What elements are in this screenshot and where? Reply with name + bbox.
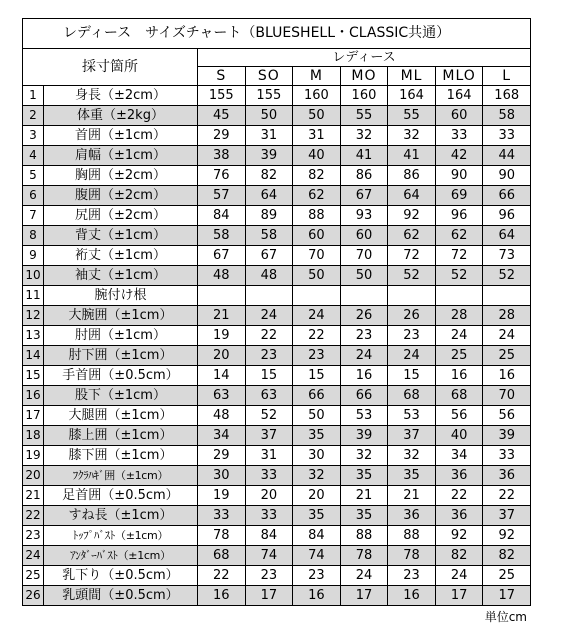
table-row: [23, 366, 531, 386]
measurement-label: 大腕囲（±1cm）: [44, 306, 198, 326]
size-value-cell: 82: [293, 166, 341, 186]
measurement-label: ｱﾝﾀﾞｰﾊﾞｽﾄ（±1cm）: [44, 546, 198, 566]
size-value-cell: 21: [198, 306, 246, 326]
size-value-cell: 21: [388, 486, 436, 506]
size-value-cell: 62: [293, 186, 341, 206]
row-number: 24: [23, 546, 44, 566]
measurement-label: 肩幅（±1cm）: [44, 146, 198, 166]
size-value-cell: 20: [293, 486, 341, 506]
measurement-label: 首囲（±1cm）: [44, 126, 198, 146]
size-value-cell: 23: [388, 326, 436, 346]
table-row: [23, 426, 531, 446]
row-number: 8: [23, 226, 44, 246]
size-value-cell: 23: [245, 566, 293, 586]
row-number: 1: [23, 86, 44, 106]
row-number: 17: [23, 406, 44, 426]
measurement-point-header: 採寸箇所: [23, 49, 198, 86]
table-row: [23, 226, 531, 246]
size-header-cell: ML: [388, 67, 436, 86]
size-value-cell: 35: [388, 466, 436, 486]
table-row: [23, 486, 531, 506]
size-value-cell: 32: [340, 446, 388, 466]
row-number: 7: [23, 206, 44, 226]
size-value-cell: 37: [388, 426, 436, 446]
size-value-cell: 68: [388, 386, 436, 406]
row-number: 11: [23, 286, 44, 306]
row-number: 16: [23, 386, 44, 406]
size-value-cell: 24: [293, 306, 341, 326]
size-value-cell: 20: [198, 346, 246, 366]
measurement-label: ﾄｯﾌﾟﾊﾞｽﾄ（±1cm）: [44, 526, 198, 546]
table-row: [23, 86, 531, 106]
size-value-cell: 52: [245, 406, 293, 426]
row-number: 3: [23, 126, 44, 146]
table-row: [23, 106, 531, 126]
size-value-cell: 67: [198, 246, 246, 266]
size-value-cell: 57: [198, 186, 246, 206]
size-value-cell: 84: [198, 206, 246, 226]
size-value-cell: 41: [388, 146, 436, 166]
size-header-cell: MLO: [435, 67, 483, 86]
size-value-cell: 29: [198, 126, 246, 146]
size-value-cell: 68: [198, 546, 246, 566]
size-value-cell: 23: [245, 346, 293, 366]
size-value-cell: 22: [483, 486, 531, 506]
table-row: [23, 286, 531, 306]
size-value-cell: 19: [198, 486, 246, 506]
table-row: [23, 266, 531, 286]
measurement-label: 肘下囲（±1cm）: [44, 346, 198, 366]
table-row: [23, 586, 531, 606]
table-row: [23, 386, 531, 406]
size-value-cell: 22: [293, 326, 341, 346]
size-value-cell: 78: [388, 546, 436, 566]
size-value-cell: 33: [245, 506, 293, 526]
size-value-cell: 15: [293, 366, 341, 386]
measurement-label: 大腿囲（±1cm）: [44, 406, 198, 426]
size-value-cell: 52: [483, 266, 531, 286]
size-value-cell: 66: [340, 386, 388, 406]
size-value-cell: 17: [245, 586, 293, 606]
size-table-body: [23, 86, 531, 606]
size-value-cell: 50: [293, 266, 341, 286]
table-row: [23, 546, 531, 566]
row-number: 18: [23, 426, 44, 446]
size-value-cell: 82: [435, 546, 483, 566]
measurement-label: 乳下り（±0.5cm）: [44, 566, 198, 586]
size-value-cell: 34: [435, 446, 483, 466]
size-value-cell: 67: [340, 186, 388, 206]
size-value-cell: 53: [340, 406, 388, 426]
size-value-cell: 164: [435, 86, 483, 106]
row-number: 4: [23, 146, 44, 166]
size-value-cell: 58: [483, 106, 531, 126]
size-value-cell: 16: [388, 586, 436, 606]
size-value-cell: 70: [483, 386, 531, 406]
size-value-cell: 56: [435, 406, 483, 426]
size-value-cell: 39: [340, 426, 388, 446]
size-value-cell: 17: [483, 586, 531, 606]
table-row: [23, 526, 531, 546]
measurement-label: 背丈（±1cm）: [44, 226, 198, 246]
measurement-label: 膝下囲（±1cm）: [44, 446, 198, 466]
size-header-cell: L: [483, 67, 531, 86]
size-value-cell: 35: [293, 426, 341, 446]
size-value-cell: 82: [245, 166, 293, 186]
size-value-cell: 88: [388, 526, 436, 546]
size-value-cell: 58: [198, 226, 246, 246]
size-value-cell: 93: [340, 206, 388, 226]
size-value-cell: 48: [198, 406, 246, 426]
size-value-cell: 78: [198, 526, 246, 546]
size-value-cell: 22: [198, 566, 246, 586]
row-number: 20: [23, 466, 44, 486]
size-value-cell: 48: [245, 266, 293, 286]
size-value-cell: 15: [388, 366, 436, 386]
size-value-cell: 32: [388, 446, 436, 466]
size-value-cell: 36: [435, 506, 483, 526]
size-value-cell: 36: [483, 466, 531, 486]
size-value-cell: [245, 286, 293, 306]
size-value-cell: 64: [245, 186, 293, 206]
size-value-cell: 16: [340, 366, 388, 386]
table-row: [23, 346, 531, 366]
size-header-cell: S: [198, 67, 246, 86]
size-value-cell: 160: [293, 86, 341, 106]
size-value-cell: 68: [435, 386, 483, 406]
table-row: [23, 146, 531, 166]
size-value-cell: 96: [435, 206, 483, 226]
size-value-cell: [388, 286, 436, 306]
size-value-cell: 36: [435, 466, 483, 486]
measurement-label: 腕付け根: [44, 286, 198, 306]
measurement-label: 膝上囲（±1cm）: [44, 426, 198, 446]
size-value-cell: 88: [340, 526, 388, 546]
size-value-cell: 92: [388, 206, 436, 226]
size-value-cell: 48: [198, 266, 246, 286]
measurement-label: 乳頭間（±0.5cm）: [44, 586, 198, 606]
size-value-cell: 74: [245, 546, 293, 566]
row-number: 22: [23, 506, 44, 526]
size-value-cell: 84: [293, 526, 341, 546]
size-value-cell: 50: [293, 406, 341, 426]
size-value-cell: 16: [435, 366, 483, 386]
size-value-cell: 53: [388, 406, 436, 426]
row-number: 21: [23, 486, 44, 506]
size-value-cell: 50: [293, 106, 341, 126]
size-value-cell: 15: [245, 366, 293, 386]
size-value-cell: 86: [388, 166, 436, 186]
size-value-cell: 70: [293, 246, 341, 266]
size-value-cell: 23: [388, 566, 436, 586]
size-value-cell: 90: [483, 166, 531, 186]
size-value-cell: 28: [435, 306, 483, 326]
size-header-cell: SO: [245, 67, 293, 86]
table-row: [23, 326, 531, 346]
size-value-cell: 66: [483, 186, 531, 206]
size-chart: [22, 18, 530, 606]
unit-label: 単位cm: [484, 610, 527, 624]
size-value-cell: 78: [340, 546, 388, 566]
size-value-cell: 60: [435, 106, 483, 126]
measurement-label: 腹囲（±2cm）: [44, 186, 198, 206]
size-value-cell: 22: [435, 486, 483, 506]
measurement-label: 裄丈（±1cm）: [44, 246, 198, 266]
size-value-cell: 62: [388, 226, 436, 246]
size-value-cell: 40: [293, 146, 341, 166]
table-row: [23, 566, 531, 586]
size-value-cell: 36: [388, 506, 436, 526]
size-value-cell: 155: [245, 86, 293, 106]
size-value-cell: 92: [483, 526, 531, 546]
size-value-cell: 24: [245, 306, 293, 326]
row-number: 5: [23, 166, 44, 186]
size-value-cell: 24: [340, 566, 388, 586]
size-value-cell: 76: [198, 166, 246, 186]
size-value-cell: 60: [340, 226, 388, 246]
size-value-cell: 16: [198, 586, 246, 606]
size-value-cell: 66: [293, 386, 341, 406]
size-value-cell: 52: [435, 266, 483, 286]
size-value-cell: 14: [198, 366, 246, 386]
size-value-cell: 63: [245, 386, 293, 406]
size-value-cell: 40: [435, 426, 483, 446]
row-number: 15: [23, 366, 44, 386]
size-table: [22, 18, 531, 606]
size-value-cell: 64: [388, 186, 436, 206]
table-row: [23, 306, 531, 326]
measurement-label: ﾌｸﾗﾊｷﾞ囲（±1cm）: [44, 466, 198, 486]
size-value-cell: 60: [293, 226, 341, 246]
size-value-cell: 89: [245, 206, 293, 226]
table-row: [23, 466, 531, 486]
size-value-cell: 168: [483, 86, 531, 106]
table-row: [23, 166, 531, 186]
row-number: 19: [23, 446, 44, 466]
measurement-label: 袖丈（±1cm）: [44, 266, 198, 286]
size-value-cell: 16: [293, 586, 341, 606]
table-row: [23, 506, 531, 526]
row-number: 14: [23, 346, 44, 366]
size-value-cell: 69: [435, 186, 483, 206]
table-row: [23, 446, 531, 466]
chart-title: レディース サイズチャート（BLUESHELL・CLASSIC共通）: [23, 19, 531, 49]
size-value-cell: 30: [293, 446, 341, 466]
size-value-cell: 72: [388, 246, 436, 266]
table-row: [23, 186, 531, 206]
size-value-cell: 33: [483, 126, 531, 146]
size-value-cell: 39: [245, 146, 293, 166]
row-number: 12: [23, 306, 44, 326]
size-value-cell: 86: [340, 166, 388, 186]
size-value-cell: 33: [198, 506, 246, 526]
size-value-cell: 84: [245, 526, 293, 546]
size-value-cell: 34: [198, 426, 246, 446]
size-value-cell: 16: [483, 366, 531, 386]
size-value-cell: 50: [245, 106, 293, 126]
size-value-cell: 58: [245, 226, 293, 246]
size-value-cell: 45: [198, 106, 246, 126]
size-value-cell: 35: [340, 506, 388, 526]
size-value-cell: 39: [483, 426, 531, 446]
size-value-cell: 24: [483, 326, 531, 346]
size-value-cell: 25: [435, 346, 483, 366]
size-value-cell: 24: [340, 346, 388, 366]
measurement-label: 足首囲（±0.5cm）: [44, 486, 198, 506]
size-value-cell: 21: [340, 486, 388, 506]
size-value-cell: 31: [293, 126, 341, 146]
table-row: [23, 246, 531, 266]
size-value-cell: 55: [388, 106, 436, 126]
size-value-cell: [198, 286, 246, 306]
size-value-cell: 25: [483, 346, 531, 366]
size-value-cell: [293, 286, 341, 306]
size-value-cell: 164: [388, 86, 436, 106]
size-value-cell: 32: [340, 126, 388, 146]
size-value-cell: 82: [483, 546, 531, 566]
size-value-cell: 90: [435, 166, 483, 186]
measurement-label: すね長（±1cm）: [44, 506, 198, 526]
measurement-label: 胸囲（±2cm）: [44, 166, 198, 186]
size-value-cell: [340, 286, 388, 306]
size-value-cell: 35: [293, 506, 341, 526]
size-value-cell: 67: [245, 246, 293, 266]
size-value-cell: 23: [293, 346, 341, 366]
size-value-cell: 17: [435, 586, 483, 606]
size-value-cell: 73: [483, 246, 531, 266]
size-value-cell: 64: [483, 226, 531, 246]
size-value-cell: 44: [483, 146, 531, 166]
size-value-cell: 70: [340, 246, 388, 266]
size-value-cell: 26: [388, 306, 436, 326]
size-value-cell: 96: [483, 206, 531, 226]
size-value-cell: 32: [388, 126, 436, 146]
size-value-cell: 30: [198, 466, 246, 486]
row-number: 10: [23, 266, 44, 286]
size-value-cell: [435, 286, 483, 306]
size-value-cell: 37: [483, 506, 531, 526]
size-value-cell: 42: [435, 146, 483, 166]
size-value-cell: 37: [245, 426, 293, 446]
measurement-label: 体重（±2kg）: [44, 106, 198, 126]
size-value-cell: 31: [245, 126, 293, 146]
row-number: 26: [23, 586, 44, 606]
size-value-cell: 62: [435, 226, 483, 246]
size-value-cell: 92: [435, 526, 483, 546]
ladies-group-header: レディース: [198, 49, 531, 67]
measurement-label: 身長（±2cm）: [44, 86, 198, 106]
size-value-cell: 28: [483, 306, 531, 326]
size-value-cell: 63: [198, 386, 246, 406]
size-value-cell: 17: [340, 586, 388, 606]
measurement-label: 手首囲（±0.5cm）: [44, 366, 198, 386]
size-value-cell: 24: [435, 326, 483, 346]
row-number: 6: [23, 186, 44, 206]
size-value-cell: 160: [340, 86, 388, 106]
size-value-cell: 33: [435, 126, 483, 146]
measurement-label: 尻囲（±2cm）: [44, 206, 198, 226]
measurement-label: 肘囲（±1cm）: [44, 326, 198, 346]
size-value-cell: 33: [483, 446, 531, 466]
size-value-cell: 33: [245, 466, 293, 486]
size-value-cell: 155: [198, 86, 246, 106]
size-value-cell: 31: [245, 446, 293, 466]
table-row: [23, 206, 531, 226]
table-row: [23, 406, 531, 426]
size-value-cell: 25: [483, 566, 531, 586]
size-value-cell: 35: [340, 466, 388, 486]
size-value-cell: 19: [198, 326, 246, 346]
size-value-cell: 52: [388, 266, 436, 286]
size-value-cell: 22: [245, 326, 293, 346]
size-value-cell: [483, 286, 531, 306]
size-value-cell: 29: [198, 446, 246, 466]
size-value-cell: 41: [340, 146, 388, 166]
size-value-cell: 50: [340, 266, 388, 286]
size-value-cell: 20: [245, 486, 293, 506]
size-header-cell: M: [293, 67, 341, 86]
size-value-cell: 38: [198, 146, 246, 166]
size-value-cell: 74: [293, 546, 341, 566]
size-value-cell: 55: [340, 106, 388, 126]
size-value-cell: 72: [435, 246, 483, 266]
size-value-cell: 24: [435, 566, 483, 586]
row-number: 25: [23, 566, 44, 586]
size-value-cell: 23: [340, 326, 388, 346]
size-value-cell: 32: [293, 466, 341, 486]
row-number: 13: [23, 326, 44, 346]
measurement-label: 股下（±1cm）: [44, 386, 198, 406]
row-number: 2: [23, 106, 44, 126]
size-value-cell: 24: [388, 346, 436, 366]
size-value-cell: 26: [340, 306, 388, 326]
row-number: 23: [23, 526, 44, 546]
row-number: 9: [23, 246, 44, 266]
table-row: [23, 126, 531, 146]
size-value-cell: 23: [293, 566, 341, 586]
size-header-cell: MO: [340, 67, 388, 86]
size-value-cell: 88: [293, 206, 341, 226]
size-value-cell: 56: [483, 406, 531, 426]
